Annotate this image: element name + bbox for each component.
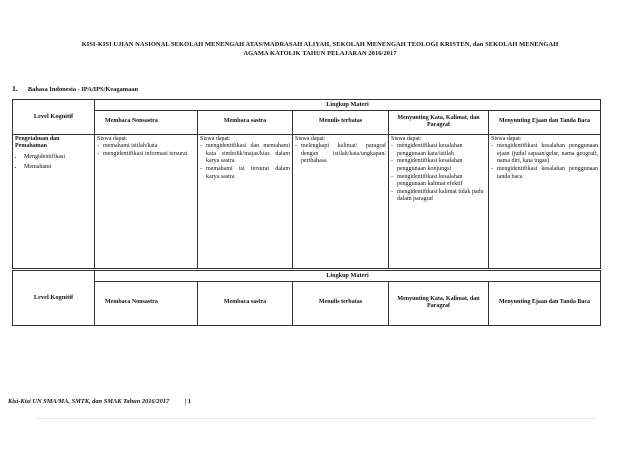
list-item: - memahami istilah/kata [103,143,195,151]
table-row [13,134,601,268]
list-item: • Memahami [24,164,92,172]
level-header: Level Kognitif [13,271,95,326]
cell-membaca-sastra [198,134,293,268]
col-menyunting-ejaan: Menyunting Ejaan dan Tanda Baca [489,110,601,134]
col-menyunting-ejaan: Menyunting Ejaan dan Tanda Baca [489,281,601,325]
cell-lead: Siswa dapat: [295,135,326,142]
footer-text: Kisi-Kisi UN SMA/MA, SMTK, dan SMAK Tahun 2016/2017 [8,398,170,405]
list-item: - mengidentifikasi kesalahan penggunaan kalimat efektif [397,174,486,189]
list-item: - mengidentifikasi dan memahami kata simbolik/majas/kias dalam karya sastra [206,143,290,166]
scope-header: Lingkup Materi [95,100,601,111]
col-membaca-nonsastra: Membaca Nonsastra [95,110,198,134]
cell-menyunting-kata [389,134,489,268]
table-header-row [13,100,601,111]
page-footer [8,398,191,405]
page-number: | 1 [184,398,191,405]
list-item: - mengidentifikasi kesalahan penggunaan kata/istilah [397,143,486,158]
level-cell [13,134,95,268]
competency-table-1 [12,99,601,269]
list-item: - mengidentifikasi kesalahan penggunaan ejaan (judul sapaan/gelar, nama geografi, nama diri, kata tugas) [497,143,598,166]
list-item: - mengidentifikasi kalimat tidak padu dalam paragraf [397,189,486,204]
col-membaca-sastra: Membaca sastra [198,110,293,134]
level-header: Level Kognitif [13,100,95,135]
cell-list [200,143,290,181]
section-heading [12,84,138,93]
section-title: Bahasa Indonesia - IPA/IPS/Keagamaan [27,86,139,93]
level-title: Pengetahuan dan Pemahaman [15,135,60,150]
level-list [15,154,92,172]
list-item: - mengidentifikasi informasi tersurat [103,151,195,159]
competency-table-2 [12,270,601,326]
table-header-row [13,271,601,282]
col-menyunting-kata: Menyunting Kata, Kalimat, dan Paragraf [389,110,489,134]
col-membaca-nonsastra: Membaca Nonsastra [95,281,198,325]
table-column-row [13,281,601,325]
cell-lead: Siswa dapat: [491,135,522,142]
section-number: 1. [12,84,18,93]
scope-header: Lingkup Materi [95,271,601,282]
cell-menulis-terbatas [293,134,389,268]
col-menyunting-kata: Menyunting Kata, Kalimat, dan Paragraf [389,281,489,325]
cell-lead: Siswa dapat: [97,135,128,142]
col-menulis-terbatas: Menulis terbatas [293,110,389,134]
title-line-2: AGAMA KATOLIK TAHUN PELAJARAN 2016/2017 [243,50,397,57]
cell-membaca-nonsastra [95,134,198,268]
cell-menyunting-ejaan [489,134,601,268]
cell-list [391,143,486,204]
list-item: - mengidentifikasi kesalahan penggunaan konjungsi [397,158,486,173]
list-item: - mengidentifikasi kesalahan penggunaan tanda baca [497,166,598,181]
document-title [40,40,600,58]
cell-list [491,143,598,181]
list-item: - melengkapi kalimat/ paragraf dengan istilah/kata/ungkapan/ peribahasa [301,143,386,166]
cell-list [295,143,386,166]
title-line-1: KISI-KISI UJIAN NASIONAL SEKOLAH MENENGAH ATAS/MADRASAH ALIYAH, SEKOLAH MENENGAH TEOLOGI KRISTEN, dan SEKOLAH MENENGAH [81,41,559,48]
col-membaca-sastra: Membaca sastra [198,281,293,325]
list-item: • Mengidentifikasi [24,154,92,162]
list-item: - memahami isi tersurat dalam karya sastra [206,166,290,181]
table-column-row [13,110,601,134]
cell-lead: Siswa dapat: [200,135,231,142]
col-menulis-terbatas: Menulis terbatas [293,281,389,325]
footer-divider [36,418,596,419]
cell-list [97,143,195,158]
cell-lead: Siswa dapat: [391,135,422,142]
